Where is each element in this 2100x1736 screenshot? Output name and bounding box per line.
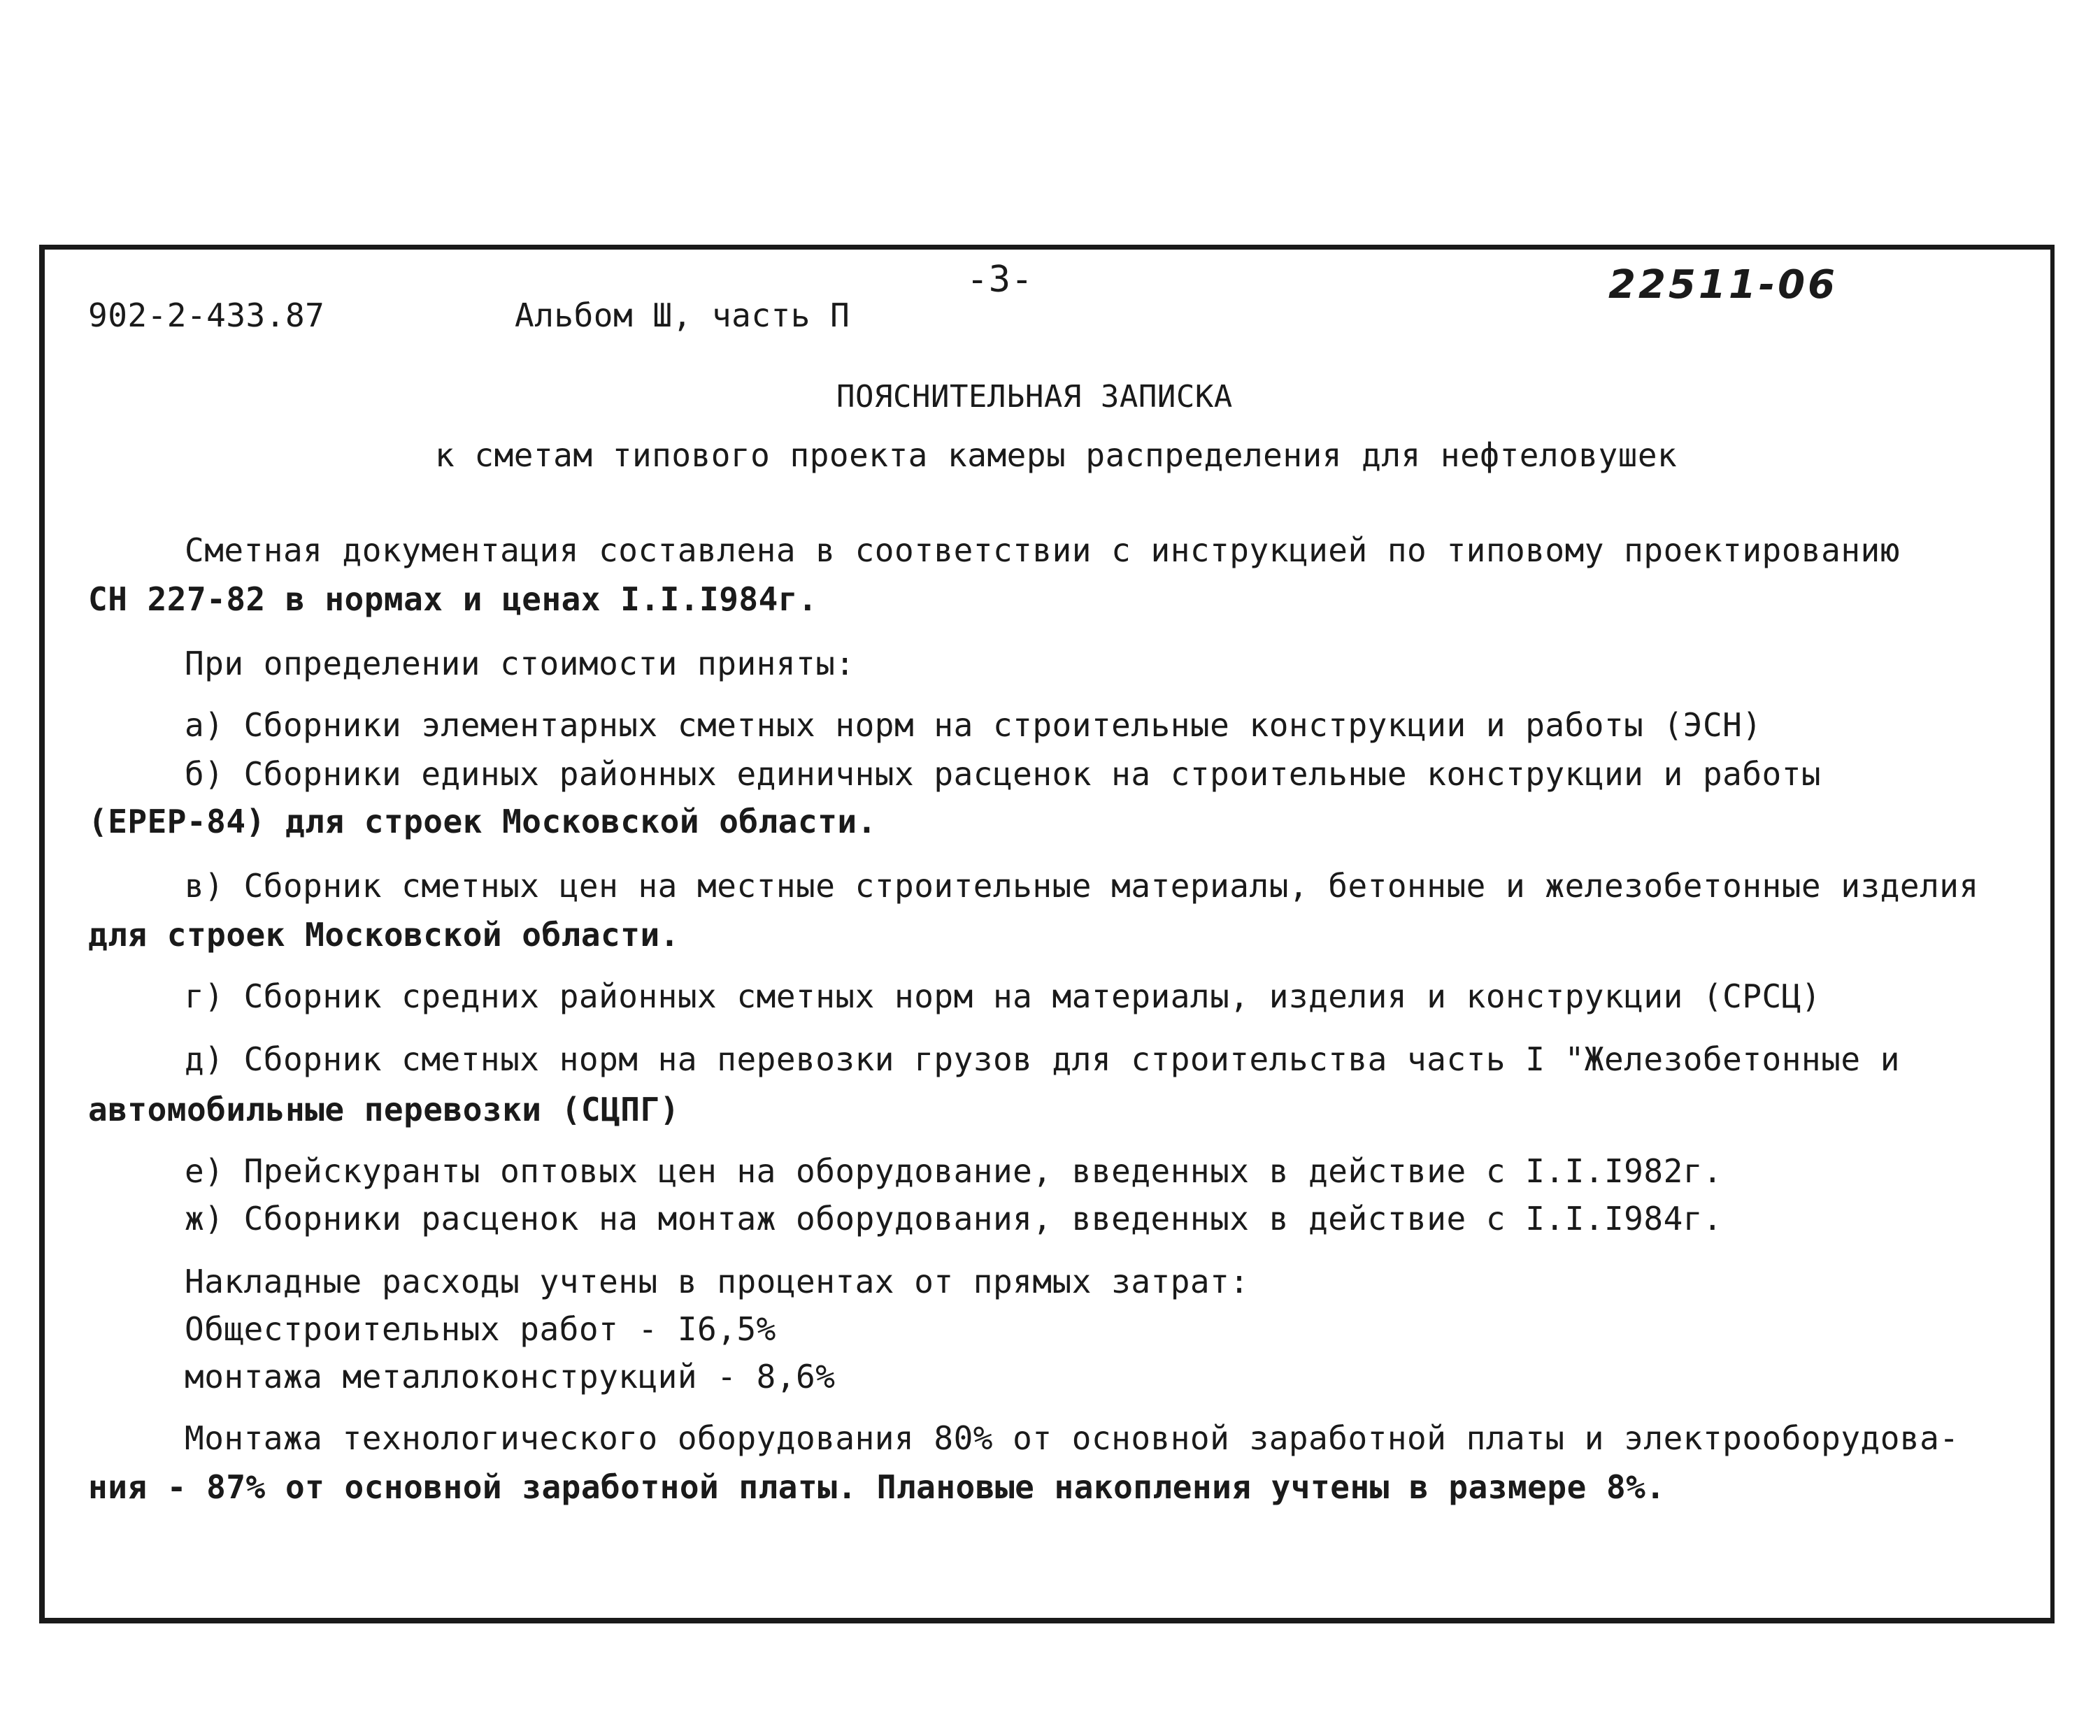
intro-line-1: Сметная документация составлена в соответствии с инструкцией по типовому проектированию (185, 531, 1900, 569)
list-item-d-line-2: автомобильные перевозки (СЦПГ) (88, 1091, 680, 1128)
overhead-heading: Накладные расходы учтены в процентах от прямых затрат: (185, 1263, 1250, 1300)
handwritten-code: 22511-06 (1608, 262, 1838, 308)
final-line-2: ния - 87% от основной заработной платы. Плановые накопления учтены в размере 8%. (88, 1468, 1666, 1506)
document-title: ПОЯСНИТЕЛЬНАЯ ЗАПИСКА (836, 379, 1233, 415)
overhead-metal: монтажа металлоконструкций - 8,6% (185, 1358, 836, 1396)
list-item-b-line-2: (ЕРЕР-84) для строек Московской области. (88, 803, 877, 840)
list-item-d-line-1: д) Сборник сметных норм на перевозки грузов для строительства часть I "Железобетонные и (185, 1040, 1900, 1078)
pricing-heading: При определении стоимости приняты: (185, 645, 855, 682)
list-item-v-line-2: для строек Московской области. (88, 916, 680, 954)
overhead-general: Общестроительных работ - I6,5% (185, 1310, 776, 1348)
page-number: -3- (966, 259, 1034, 301)
list-item-zh: ж) Сборники расценок на монтаж оборудования, введенных в действие с I.I.I984г. (185, 1200, 1723, 1238)
intro-line-2: СН 227-82 в нормах и ценах I.I.I984г. (88, 580, 818, 618)
list-item-e: е) Прейскуранты оптовых цен на оборудование, введенных в действие с I.I.I982г. (185, 1152, 1723, 1190)
list-item-a: а) Сборники элементарных сметных норм на строительные конструкции и работы (ЭСН) (185, 706, 1762, 744)
document-subtitle: к сметам типового проекта камеры распределения для нефтеловушек (435, 436, 1678, 474)
list-item-v-line-1: в) Сборник сметных цен на местные строительные материалы, бетонные и железобетонные изделия (185, 867, 1979, 905)
final-line-1: Монтажа технологического оборудования 80% от основной заработной платы и электрооборудова- (185, 1419, 1959, 1457)
album-label: Альбом Ш, часть П (515, 296, 850, 334)
list-item-g: г) Сборник средних районных сметных норм на материалы, изделия и конструкции (СРСЦ) (185, 977, 1822, 1015)
document-number: 902-2-433.87 (88, 296, 325, 334)
list-item-b-line-1: б) Сборники единых районных единичных расценок на строительные конструкции и работы (185, 755, 1822, 793)
